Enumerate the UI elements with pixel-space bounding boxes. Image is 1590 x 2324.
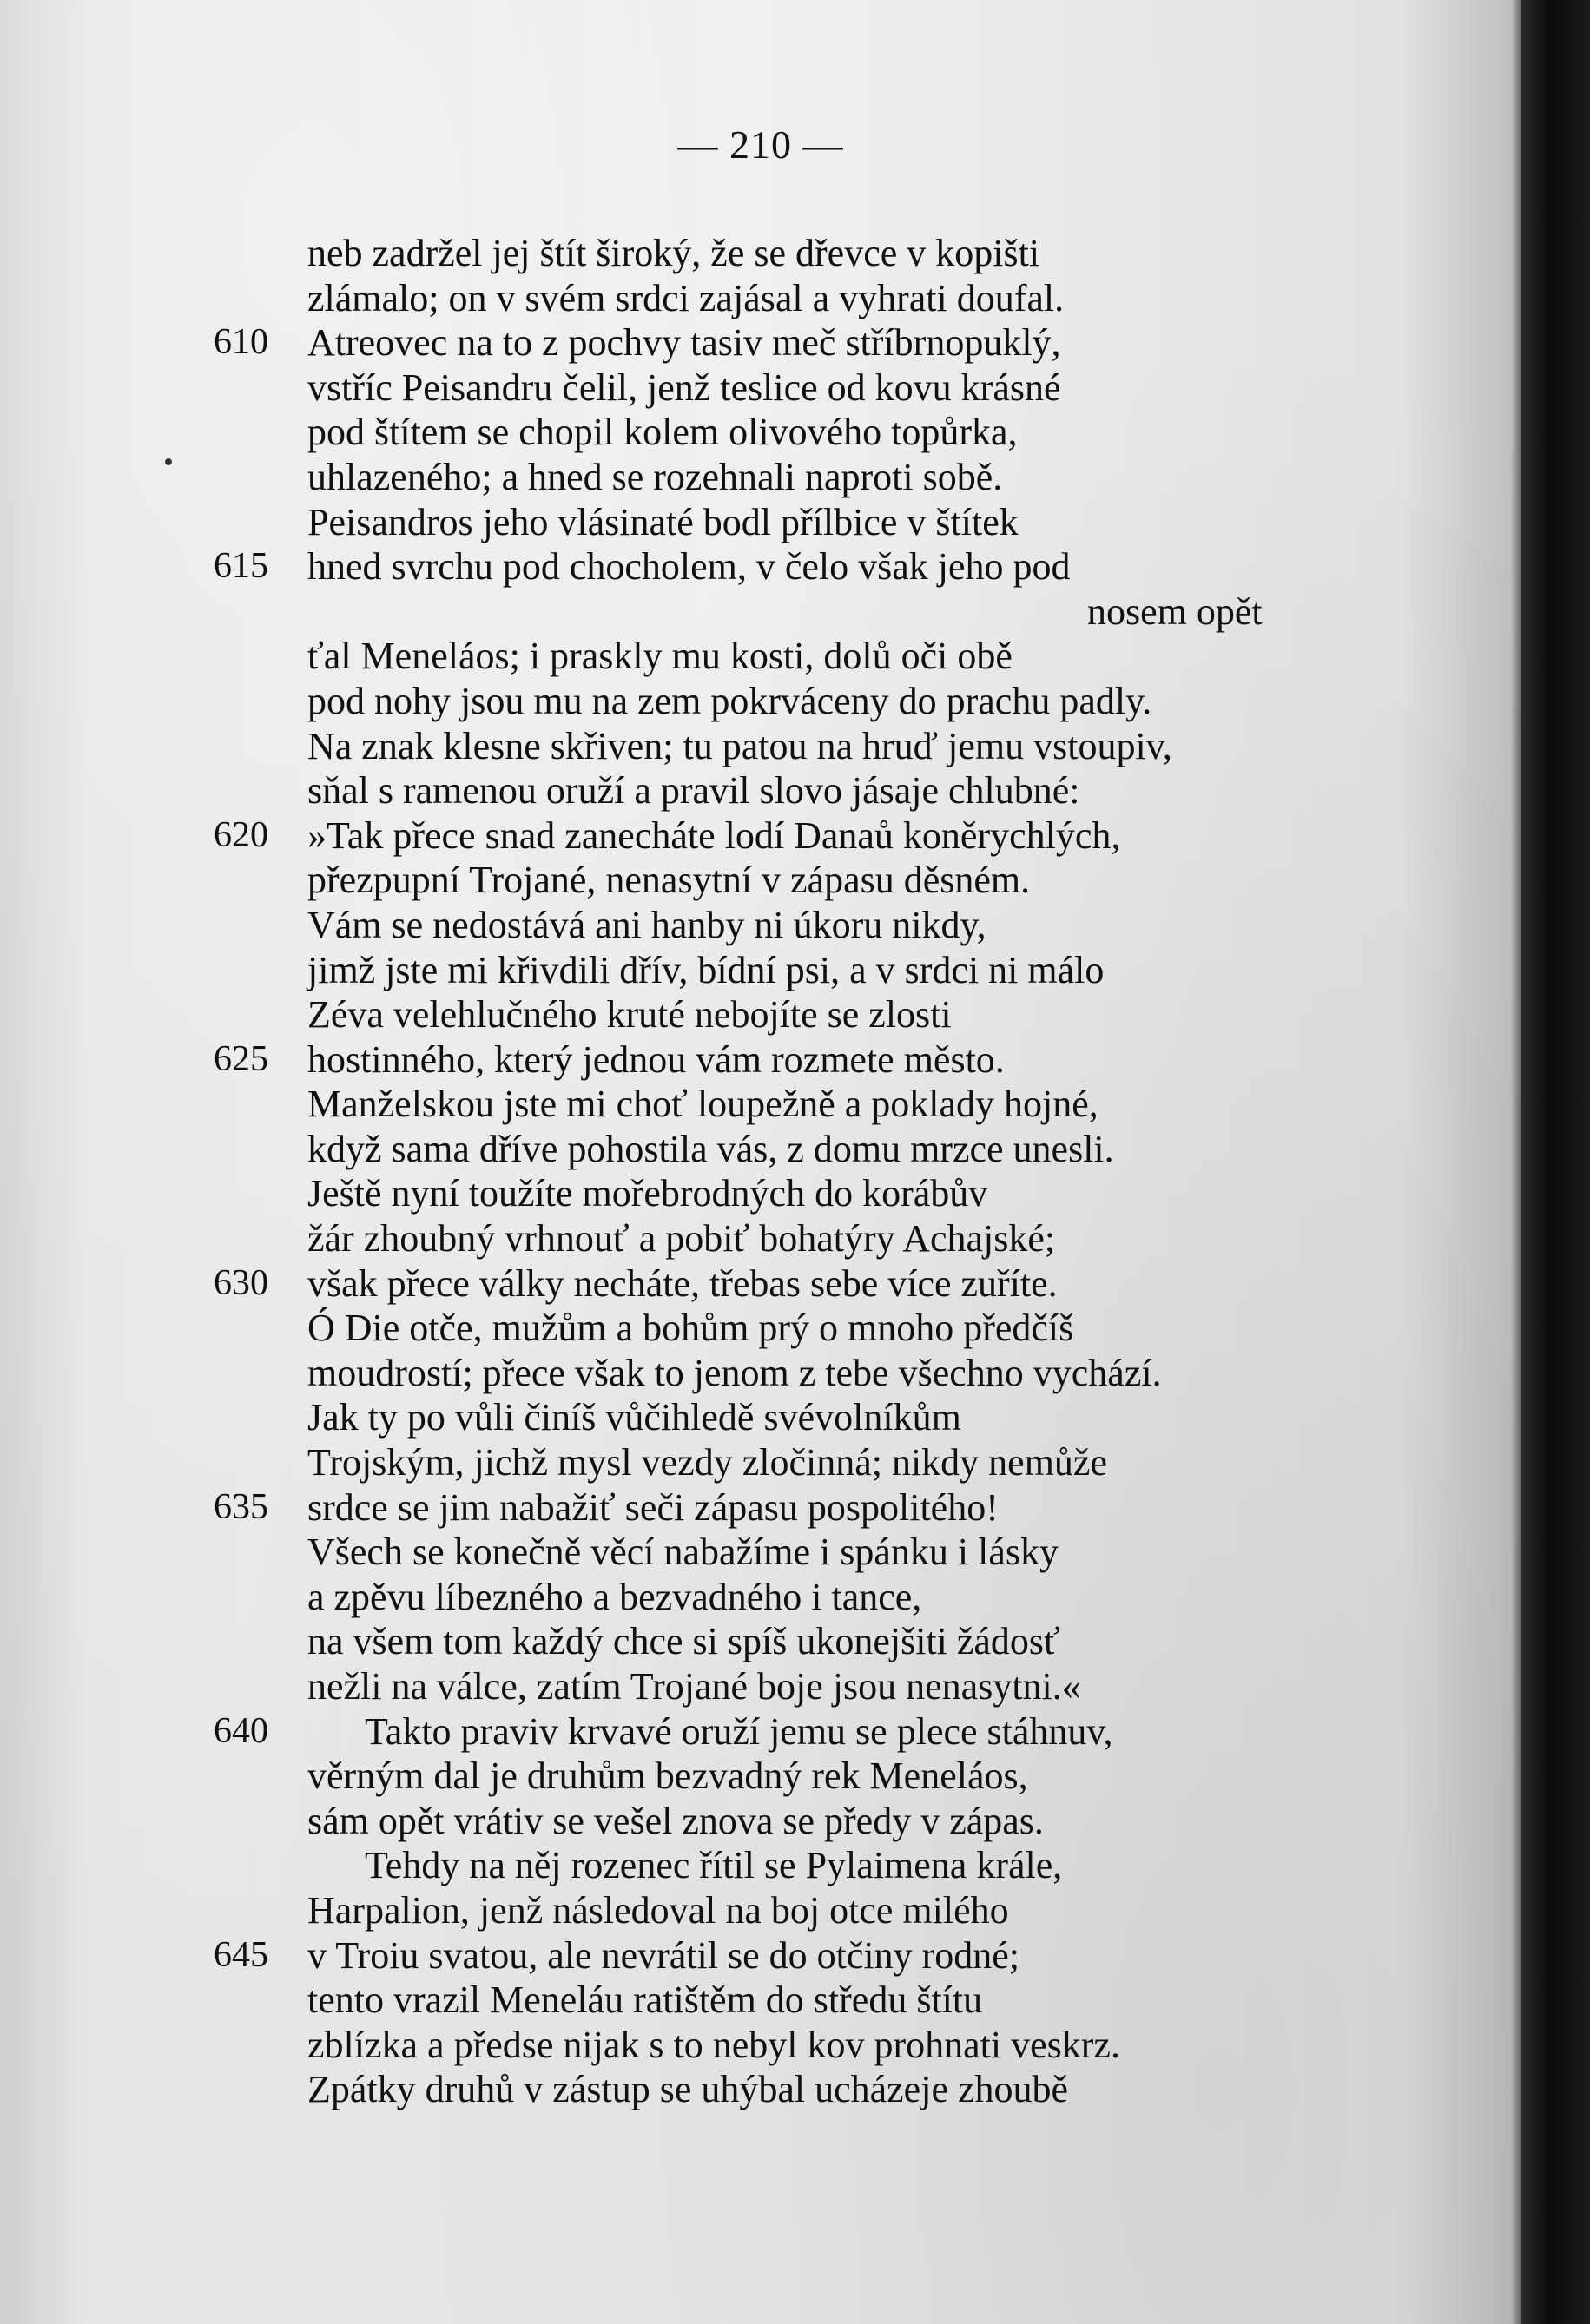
verse-line: [0, 410, 1521, 455]
verse-text: když sama dříve pohostila vás, z domu mrzce unesli.: [307, 1127, 1114, 1170]
verse-text: Ó Die otče, mužům a bohům prý o mnoho předčíš: [307, 1307, 1074, 1350]
verse-line: [0, 724, 1521, 769]
verse-text: pod štítem se chopil kolem olivového topůrka,: [307, 411, 1018, 454]
verse-text: neb zadržel jej štít široký, že se dřevce v kopišti: [307, 232, 1040, 274]
verse-line: [0, 1351, 1521, 1396]
verse-line: [0, 320, 1521, 365]
verse-text: Vám se nedostává ani hanby ni úkoru nikdy,: [307, 903, 986, 946]
verse-line: [0, 1530, 1521, 1575]
verse-line: [0, 544, 1521, 589]
verse-line: [0, 1619, 1521, 1664]
verse-text: v Troiu svatou, ale nevrátil se do otčiny rodné;: [307, 1933, 1019, 1977]
verse-text: zlámalo; on v svém srdci zajásal a vyhrati doufal.: [307, 276, 1065, 319]
verse-text: uhlazeného; a hned se rozehnali naproti sobě.: [307, 455, 1003, 498]
verse-line: [0, 1575, 1521, 1620]
verse-block: [0, 231, 1521, 2112]
verse-text: Zpátky druhů v zástup se uhýbal ucházeje zhoubě: [307, 2068, 1069, 2111]
verse-text: hned svrchu pod chocholem, v čelo však jeho pod: [307, 545, 1071, 589]
line-number: 620: [214, 814, 268, 855]
verse-text: vstříc Peisandru čelil, jenž teslice od kovu krásné: [307, 365, 1061, 409]
verse-text: pod nohy jsou mu na zem pokrváceny do prachu padly.: [307, 679, 1152, 722]
verse-text: Trojským, jichž mysl vezdy zločinná; nikdy nemůže: [307, 1441, 1107, 1485]
verse-line: [0, 634, 1521, 679]
verse-line: [0, 589, 1521, 635]
line-number: 645: [214, 1934, 268, 1975]
verse-text: tento vrazil Meneláu ratištěm do středu štítu: [307, 1978, 983, 2022]
verse-text: však přece války necháte, třebas sebe více zuříte.: [307, 1261, 1058, 1305]
verse-line: [0, 500, 1521, 545]
page-edge: [1521, 0, 1590, 2324]
verse-line: [0, 679, 1521, 724]
verse-text: Atreovec na to z pochvy tasiv meč stříbrnopuklý,: [307, 321, 1061, 365]
verse-line: [0, 1082, 1521, 1127]
verse-text: nosem opět: [1087, 589, 1263, 633]
verse-line: [0, 1709, 1521, 1755]
verse-line: [0, 455, 1521, 500]
verse-text: »Tak přece snad zanecháte lodí Danaů koněrychlých,: [307, 813, 1121, 857]
verse-line: [0, 948, 1521, 993]
verse-line: [0, 1754, 1521, 1799]
verse-text: zblízka a předse nijak s to nebyl kov prohnati veskrz.: [307, 2023, 1120, 2066]
verse-line: [0, 365, 1521, 411]
verse-text: Harpalion, jenž následoval na boj otce milého: [307, 1888, 1009, 1932]
verse-text: žár zhoubný vrhnouť a pobiť bohatýry Achajské;: [307, 1217, 1056, 1261]
verse-text: Na znak klesne skřiven; tu patou na hruď jemu vstoupiv,: [307, 724, 1172, 767]
verse-text: Peisandros jeho vlásinaté bodl přílbice v štítek: [307, 500, 1019, 543]
verse-text: moudrostí; přece však to jenom z tebe všechno vychází.: [307, 1351, 1162, 1394]
verse-text: a zpěvu líbezného a bezvadného i tance,: [307, 1575, 922, 1618]
verse-line: [0, 992, 1521, 1037]
verse-line: [0, 2023, 1521, 2068]
verse-line: [0, 1127, 1521, 1172]
verse-text: Jak ty po vůli činíš vůčihledě svévolníkům: [307, 1396, 961, 1439]
verse-text: Zéva velehlučného kruté nebojíte se zlosti: [307, 993, 952, 1037]
line-number: 635: [214, 1486, 268, 1527]
verse-text: přezpupní Trojané, nenasytní v zápasu děsném.: [307, 859, 1031, 902]
line-number: 625: [214, 1038, 268, 1079]
verse-text: sňal s ramenou oruží a pravil slovo jásaje chlubné:: [307, 769, 1080, 813]
verse-line: [0, 1664, 1521, 1709]
line-number: 630: [214, 1262, 268, 1303]
verse-line: [0, 1171, 1521, 1216]
verse-line: [0, 1440, 1521, 1485]
verse-text: Manželskou jste mi choť loupežně a poklady hojné,: [307, 1083, 1098, 1126]
verse-text: na všem tom každý chce si spíš ukonejšiti žádosť: [307, 1620, 1060, 1663]
verse-text: Ještě nyní toužíte mořebrodných do korábův: [307, 1172, 988, 1215]
verse-line: [0, 858, 1521, 903]
verse-line: [0, 276, 1521, 321]
verse-text: sám opět vrátiv se vešel znova se předy v zápas.: [307, 1799, 1044, 1842]
verse-text: Tehdy na něj rozenec řítil se Pylaimena krále,: [365, 1844, 1063, 1887]
verse-text: Všech se konečně věcí nabažíme i spánku i lásky: [307, 1531, 1059, 1574]
line-number: 610: [214, 322, 268, 363]
verse-text: ťal Meneláos; i praskly mu kosti, dolů oči obě: [307, 635, 1013, 678]
verse-text: jimž jste mi křivdili dřív, bídní psi, a v srdci ni málo: [307, 948, 1105, 991]
verse-line: [0, 1306, 1521, 1351]
verse-text: hostinného, který jednou vám rozmete město.: [307, 1037, 1005, 1081]
page-number: — 210 —: [677, 122, 844, 167]
verse-line: [0, 1037, 1521, 1083]
verse-line: [0, 1216, 1521, 1261]
verse-line: [0, 2067, 1521, 2112]
verse-line: [0, 1888, 1521, 1933]
verse-line: [0, 813, 1521, 859]
verse-line: [0, 1933, 1521, 1978]
line-number: 640: [214, 1710, 268, 1751]
verse-line: [0, 1485, 1521, 1531]
verse-text: srdce se jim nabažiť seči zápasu pospolitého!: [307, 1485, 999, 1529]
verse-line: [0, 231, 1521, 276]
verse-text: věrným dal je druhům bezvadný rek Meneláos,: [307, 1755, 1028, 1798]
verse-line: [0, 1799, 1521, 1844]
verse-text: Takto praviv krvavé oruží jemu se plece stáhnuv,: [365, 1709, 1113, 1753]
verse-line: [0, 903, 1521, 948]
line-number: 615: [214, 546, 268, 587]
verse-text: nežli na válce, zatím Trojané boje jsou nenasytni.«: [307, 1665, 1081, 1708]
verse-line: [0, 1978, 1521, 2023]
verse-line: [0, 1395, 1521, 1440]
verse-line: [0, 1843, 1521, 1888]
verse-line: [0, 1261, 1521, 1307]
verse-line: [0, 768, 1521, 813]
